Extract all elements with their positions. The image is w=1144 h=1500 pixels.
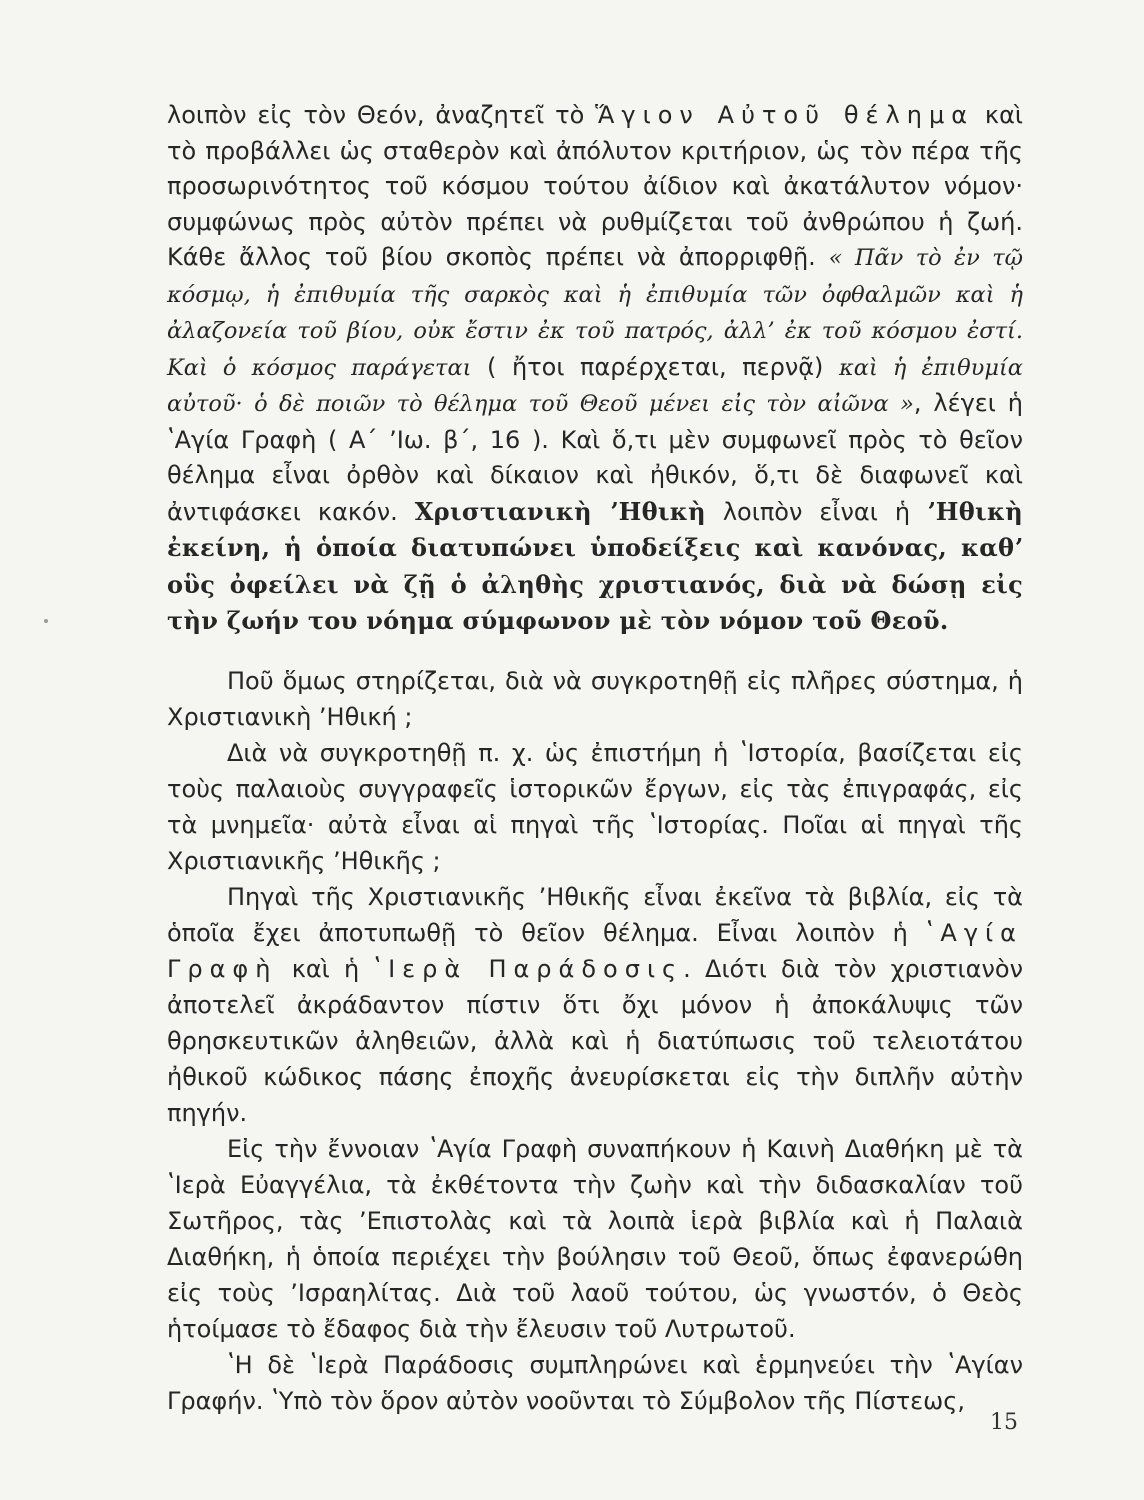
text-span: ( ἤτοι παρέρχεται, περνᾷ) xyxy=(471,352,839,381)
definition-bold: ʼΗθικὴ ἐκείνη, ἡ ὁποία διατυπώνει ὑποδείξεις καὶ κανόνας, καθʼ οὓς ὀφείλει νὰ ζῇ ὁ ἀληθὴς χριστιανός, διὰ νὰ δώσῃ εἰς τὴν ζωήν του νόημα σύμφωνον μὲ τὸν νόμον τοῦ Θεοῦ. xyxy=(167,496,1023,635)
bold-term: Χριστιανικὴ ʼΗθικὴ xyxy=(414,496,706,526)
spaced-text: ʽΙερὰ Παράδοσις xyxy=(373,955,684,983)
text-span: . Διότι διὰ τὸν χριστιανὸν ἀποτελεῖ ἀκράδαντον πίστιν ὅτι ὄχι μόνον ἡ ἀποκάλυψις τῶν θρησκευτικῶν ἀληθειῶν, ἀλλὰ καὶ ἡ διατύπωσις τοῦ τελειοτάτου ἠθικοῦ κώδικος πάσης ἐποχῆς ἀνευρίσκεται εἰς τὴν διπλῆν αὐτὴν πηγήν. xyxy=(167,955,1023,1127)
text-span: καὶ ἡ xyxy=(277,955,374,983)
text-span: , λέγει ἡ ʽΑγία Γραφὴ ( Α΄ ʼΙω. β΄, 16 ). Καὶ ὅ,τι μὲν συμφωνεῖ πρὸς τὸ θεῖον θέλημα εἶναι ὀρθὸν καὶ δίκαιον καὶ ἠθικόν, ὅ,τι δὲ διαφωνεῖ καὶ ἀντιφάσκει κακόν. xyxy=(167,389,1023,526)
text-span: Πηγαὶ τῆς Χριστιανικῆς ʼΗθικῆς εἶναι ἐκεῖνα τὰ βιβλία, εἰς τὰ ὁποῖα ἔχει ἀποτυπωθῇ τὸ θεῖον θέλημα. Εἶναι λοιπὸν ἡ xyxy=(167,883,1023,947)
scripture-quote: « Πᾶν τὸ ἐν τῷ κόσμῳ, ἡ ἐπιθυμία τῆς σαρκὸς καὶ ἡ ἐπιθυμία τῶν ὀφθαλμῶν καὶ ἡ ἀλαζονεία τοῦ βίου, οὐκ ἔστιν ἐκ τοῦ πατρός, ἀλλ’ ἐκ τοῦ κόσμου ἐστί. Καὶ ὁ κόσμος παράγεται xyxy=(167,245,1023,381)
spaced-text: ʽΑγία Γραφὴ xyxy=(167,919,1023,983)
main-text xyxy=(167,663,1023,1419)
paragraph-5: Εἰς τὴν ἔννοιαν ʽΑγία Γραφὴ συναπήκουν ἡ Καινὴ Διαθήκη μὲ τὰ ʽΙερὰ Εὐαγγέλια, τὰ ἐκθέτοντα τὴν ζωὴν καὶ τὴν διδασκαλίαν τοῦ Σωτῆρος, τὰς ʼΕπιστολὰς καὶ τὰ λοιπὰ ἱερὰ βιβλία καὶ ἡ Παλαιὰ Διαθήκη, ἡ ὁποία περιέχει τὴν βούλησιν τοῦ Θεοῦ, ὅπως ἐφανερώθη εἰς τοὺς ʼΙσραηλίτας. Διὰ τοῦ λαοῦ τούτου, ὡς γνωστόν, ὁ Θεὸς ἡτοίμασε τὸ ἔδαφος διὰ τὴν ἔλευσιν τοῦ Λυτρωτοῦ. xyxy=(167,1135,1023,1343)
page-number: 15 xyxy=(990,1410,1018,1435)
text-span: λοιπὸν εἶναι ἡ xyxy=(705,497,928,526)
text-span: καὶ τὸ προβάλλει ὡς σταθερὸν καὶ ἀπόλυτον κριτήριον, ὡς τὸν πέρα τῆς προσωρινότητος τοῦ κόσμου τούτου ἀίδιον καὶ ἀκατάλυτον νόμον· συμφώνως πρὸς αὐτὸν πρέπει νὰ ρυθμίζεται τοῦ ἀνθρώπου ἡ ζωή. Κάθε ἄλλος τοῦ βίου σκοπὸς πρέπει νὰ ἀπορριφθῇ. xyxy=(167,101,1024,271)
paragraph-6: ʽΗ δὲ ʽΙερὰ Παράδοσις συμπληρώνει καὶ ἑρμηνεύει τὴν ʽΑγίαν Γραφήν. ʽΥπὸ τὸν ὅρον αὐτὸν νοοῦνται τὸ Σύμβολον τῆς Πίστεως, xyxy=(167,1351,1023,1415)
paragraph-2: Ποῦ ὅμως στηρίζεται, διὰ νὰ συγκροτηθῇ εἰς πλῆρες σύστημα, ἡ Χριστιανικὴ ʼΗθική ; xyxy=(167,667,1023,731)
paragraph-1 xyxy=(167,98,1023,640)
text-span: λοιπὸν εἰς τὸν Θεόν, ἀναζητεῖ τὸ xyxy=(167,101,596,129)
paper-speck xyxy=(44,619,48,623)
paragraph-4 xyxy=(167,879,1023,1131)
spaced-text: Ἅγιον Αὐτοῦ θέλημα xyxy=(595,101,975,129)
paragraph-3: Διὰ νὰ συγκροτηθῇ π. χ. ὡς ἐπιστήμη ἡ ʽΙστορία, βασίζεται εἰς τοὺς παλαιοὺς συγγραφεῖς ἱστορικῶν ἔργων, εἰς τὰς ἐπιγραφάς, εἰς τὰ μνημεῖα· αὐτὰ εἶναι αἱ πηγαὶ τῆς ʽΙστορίας. Ποῖαι αἱ πηγαὶ τῆς Χριστιανικῆς ʼΗθικῆς ; xyxy=(167,739,1023,875)
scripture-quote: καὶ ἡ ἐπιθυμία αὐτοῦ· ὁ δὲ ποιῶν τὸ θέλημα τοῦ Θεοῦ μένει εἰς τὸν αἰῶνα » xyxy=(167,354,1023,417)
